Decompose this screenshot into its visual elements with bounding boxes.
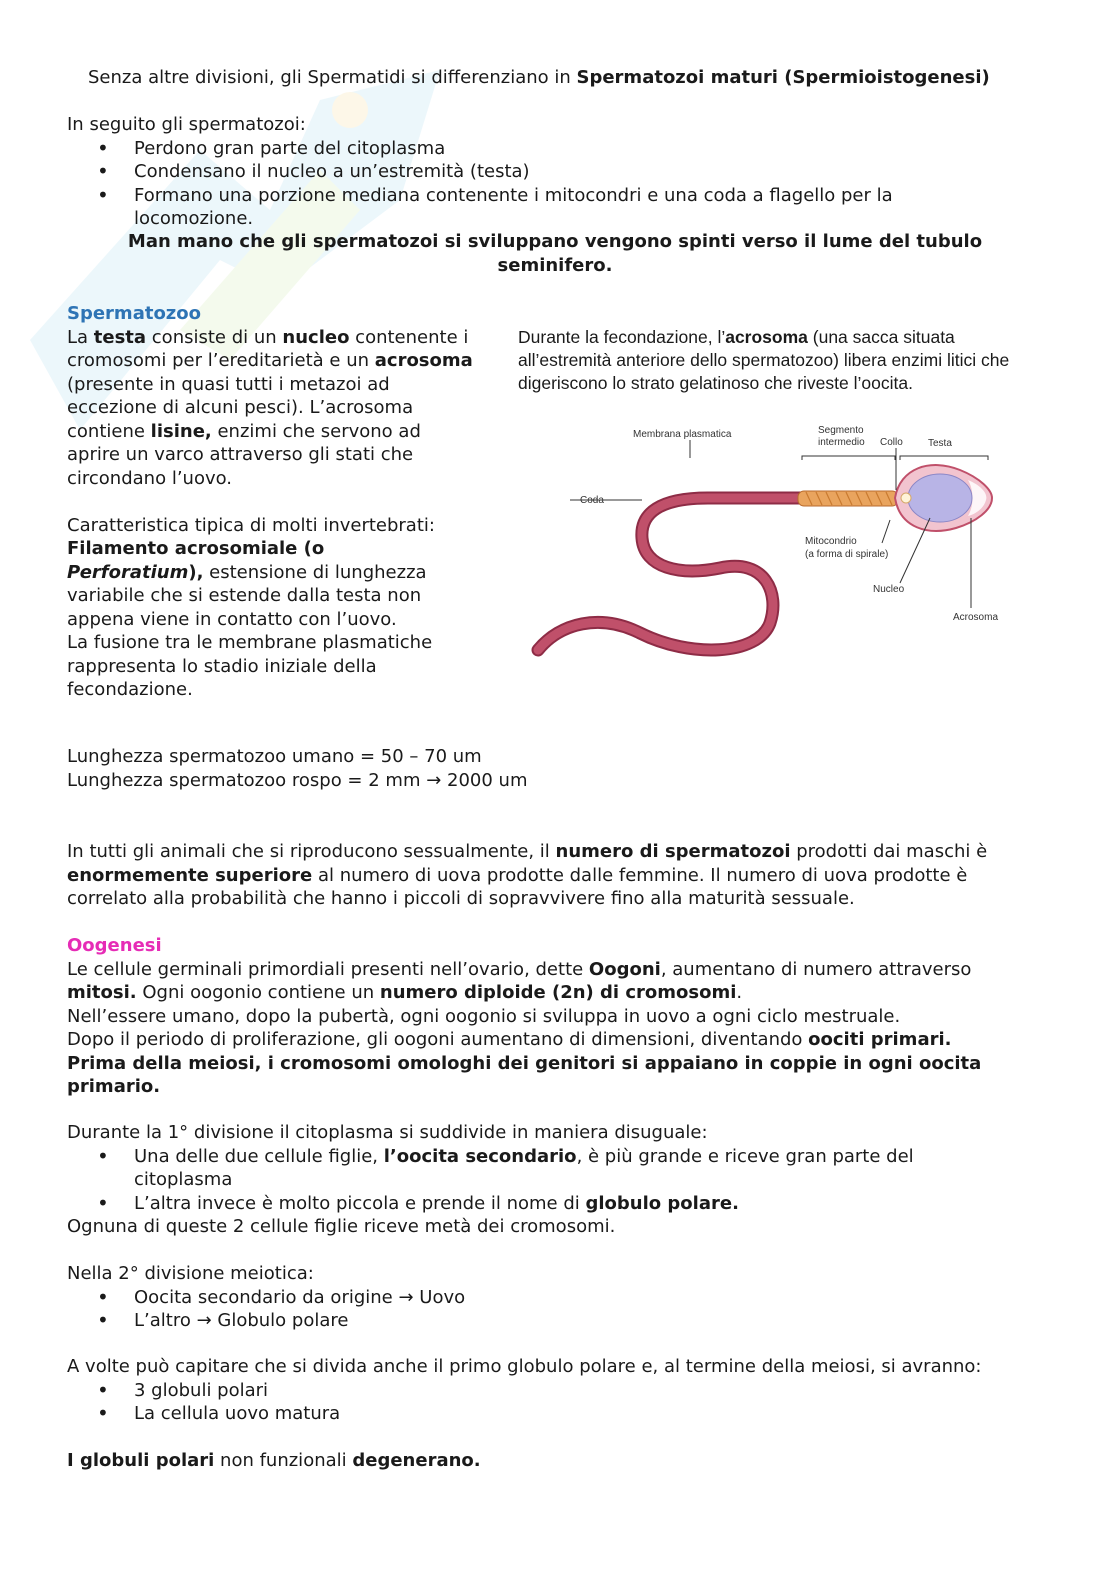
divisione2-section [67, 1262, 1032, 1333]
list-item: • La cellula uovo matura [67, 1402, 1067, 1426]
divisione1-list [67, 1145, 1032, 1216]
label-testa: Testa [928, 438, 952, 449]
label-segmento-2: intermedio [818, 437, 865, 448]
oogenesi-line-1: Le cellule germinali primordiali presenti nell’ovario, dette Oogoni, aumentano di numero attraverso [67, 958, 972, 980]
oogenesi-section [67, 934, 1032, 1099]
divisione1-section [67, 1121, 1032, 1239]
oogenesi-heading: Oogenesi [67, 935, 162, 956]
avolte-list [67, 1379, 1067, 1426]
length-toad: Lunghezza spermatozoo rospo = 2 mm → 2000 um [67, 769, 528, 791]
list-item: • Oocita secondario da origine → Uovo [67, 1286, 1032, 1310]
spermatozoo-section [67, 302, 479, 702]
numero-paragraph: In tutti gli animali che si riproducono sessualmente, il numero di spermatozoi prodotti dai maschi è enormemente superiore al numero di uova prodotte dalle femmine. Il numero di uova prodotte è correlato alla probabilità che hanno i piccoli di sopravvivere fino alla maturità sessuale. [67, 841, 988, 909]
list-item: • Condensano il nucleo a un’estremità (testa) [67, 160, 1027, 184]
list-item: • Formano una porzione mediana contenente i mitocondri e una coda a flagello per la locomozione. [67, 184, 924, 231]
sperm-midpiece [798, 491, 898, 506]
label-collo: Collo [880, 437, 903, 448]
oogenesi-line-4: Dopo il periodo di proliferazione, gli oogoni aumentano di dimensioni, diventando oociti primari. [67, 1029, 952, 1050]
list-item: • 3 globuli polari [67, 1379, 1067, 1403]
oogenesi-line-5: Prima della meiosi, i cromosomi omologhi dei genitori si appaiano in coppie in ogni oocita primario. [67, 1052, 982, 1097]
sperm-diagram [530, 418, 1020, 658]
label-membrana: Membrana plasmatica [633, 429, 732, 440]
seguito-lead: In seguito gli spermatozoi: [67, 114, 306, 135]
figure-caption: Durante la fecondazione, l’acrosoma (una sacca situata all’estremità anteriore dello spermatozoo) libera enzimi litici che digeriscono lo strato gelatinoso che riveste l’oocita. [518, 327, 1010, 393]
label-segmento-1: Segmento [818, 425, 864, 436]
list-item: • Perdono gran parte del citoplasma [67, 137, 1027, 161]
list-item: • L’altro → Globulo polare [67, 1309, 1032, 1333]
label-mitocondrio-1: Mitocondrio [805, 536, 857, 547]
avolte-lead: A volte può capitare che si divida anche il primo globulo polare e, al termine della meiosi, si avranno: [67, 1356, 982, 1377]
oogenesi-line-2: mitosi. Ogni oogonio contiene un numero diploide (2n) di cromosomi. [67, 982, 743, 1003]
label-coda: Coda [580, 495, 604, 506]
finale-line: I globuli polari non funzionali degenerano. [67, 1450, 481, 1471]
list-item: • L’altra invece è molto piccola e prende il nome di globulo polare. [67, 1192, 1032, 1216]
seguito-bold-statement: Man mano che gli spermatozoi si sviluppano vengono spinti verso il lume del tubulo seminifero. [127, 231, 983, 276]
divisione2-lead: Nella 2° divisione meiotica: [67, 1263, 314, 1284]
divisione1-tail: Ognuna di queste 2 cellule figlie riceve metà dei cromosomi. [67, 1216, 616, 1237]
divisione2-list [67, 1286, 1032, 1333]
sperm-nucleus [908, 474, 972, 522]
label-nucleo: Nucleo [873, 584, 905, 595]
length-human: Lunghezza spermatozoo umano = 50 – 70 um [67, 746, 482, 767]
oogenesi-line-3: Nell’essere umano, dopo la pubertà, ogni oogonio si sviluppa in uovo a ogni ciclo mestruale. [67, 1005, 901, 1027]
spermatozoo-heading: Spermatozoo [67, 303, 202, 324]
lengths-block [67, 745, 667, 792]
seguito-list [67, 137, 1027, 231]
spermatozoo-paragraph-2: Caratteristica tipica di molti invertebrati: Filamento acrosomiale (o Perforatium), estensione di lunghezza variabile che si estende dalla testa non appena viene in contatto con l’uovo. La fusione tra le membrane plasmatiche rappresenta lo stadio iniziale della fecondazione. [67, 514, 435, 700]
seguito-section [67, 113, 1027, 231]
label-mitocondrio-2: (a forma di spirale) [805, 549, 889, 560]
label-acrosoma: Acrosoma [953, 612, 999, 623]
spermatozoo-paragraph-1: La testa consiste di un nucleo contenente i cromosomi per l’ereditarietà e un acrosoma (presente in quasi tutti i metazoi ad eccezione di alcuni pesci). L’acrosoma contiene lisine, enzimi che servono ad aprire un varco attraverso gli stati che circondano l’uovo. [67, 326, 473, 489]
avolte-section [67, 1355, 1067, 1426]
divisione1-lead: Durante la 1° divisione il citoplasma si suddivide in maniera disuguale: [67, 1122, 708, 1143]
intro-line: Senza altre divisioni, gli Spermatidi si differenziano in Spermatozoi maturi (Spermioistogenesi) [88, 67, 990, 88]
list-item: • Una delle due cellule figlie, l’oocita secondario, è più grande e riceve gran parte del citoplasma [67, 1145, 954, 1192]
